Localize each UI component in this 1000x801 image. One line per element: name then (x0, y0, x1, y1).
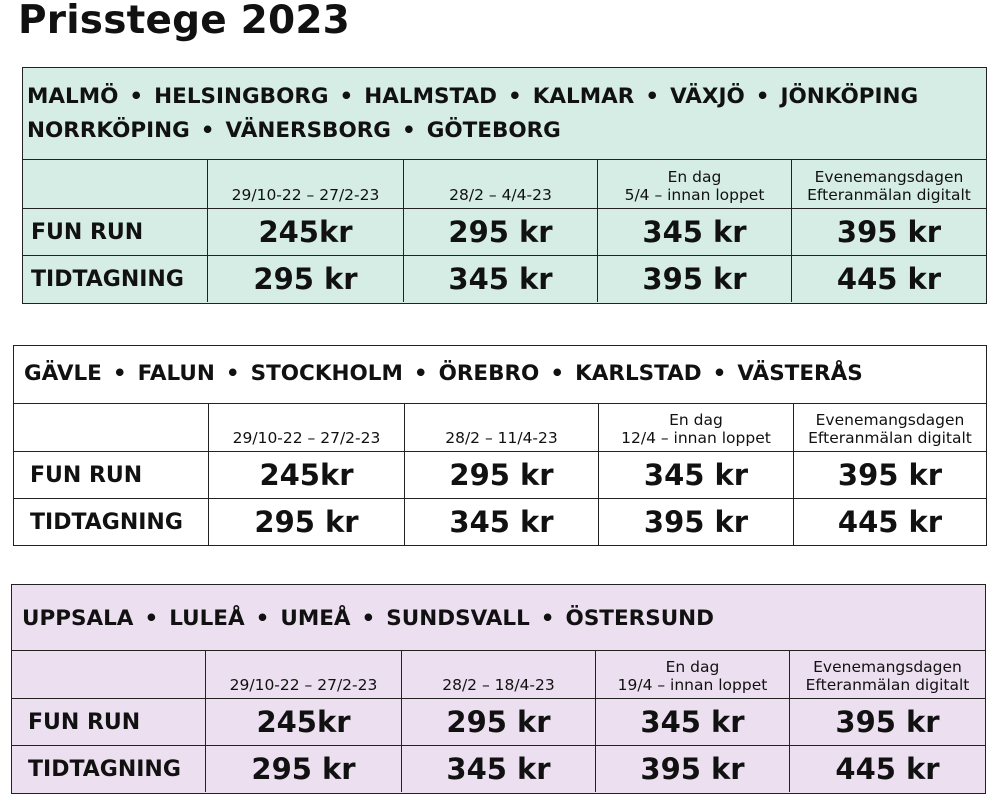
header-period-4 (789, 651, 985, 698)
header-line2: 12/4 – innan loppet (621, 429, 771, 447)
price-cell: 295 kr (401, 699, 595, 745)
city-line (24, 357, 982, 391)
price-row-fun-run (23, 208, 986, 255)
header-line2: 28/2 – 18/4-23 (442, 676, 555, 694)
city-list (23, 68, 986, 160)
price-cell: 395 kr (789, 699, 985, 745)
bullet-separator: • (200, 118, 215, 143)
header-period-3 (597, 160, 791, 208)
header-row (14, 404, 986, 451)
header-row (23, 160, 986, 208)
price-table-north (11, 584, 986, 794)
city: GÄVLE (24, 361, 102, 386)
price-table-central (13, 345, 987, 546)
price-cell: 345 kr (401, 746, 595, 792)
header-period-1 (205, 651, 401, 698)
bullet-separator: • (413, 361, 428, 386)
header-period-1 (208, 404, 404, 451)
bullet-separator: • (540, 606, 555, 631)
city: NORRKÖPING (27, 118, 190, 143)
header-line2: 28/2 – 11/4-23 (445, 429, 558, 447)
header-row (12, 651, 985, 698)
row-label: TIDTAGNING (30, 509, 183, 535)
header-line2: 29/10-22 – 27/2-23 (231, 186, 380, 204)
city: SUNDSVALL (386, 606, 530, 631)
city: VÄXJÖ (670, 84, 745, 109)
city: KALMAR (532, 84, 635, 109)
header-period-1 (207, 160, 403, 208)
header-period-2 (403, 160, 597, 208)
header-line1: Evenemangsdagen (813, 658, 962, 676)
bullet-separator: • (255, 606, 270, 631)
bullet-separator: • (508, 84, 522, 109)
price-row-tidtagning (23, 255, 986, 302)
price-cell: 345 kr (403, 256, 597, 302)
city: ÖSTERSUND (565, 606, 714, 631)
header-empty-cell (14, 404, 208, 451)
header-line2: 29/10-22 – 27/2-23 (229, 676, 378, 694)
price-cell: 345 kr (597, 209, 791, 255)
row-label: FUN RUN (31, 219, 144, 245)
page-title: Prisstege 2023 (18, 0, 350, 43)
header-line1: En dag (665, 658, 720, 676)
header-line2: Efteranmälan digitalt (805, 676, 970, 694)
price-cell: 295 kr (207, 256, 403, 302)
price-row-fun-run (12, 698, 985, 745)
city: KARLSTAD (575, 361, 702, 386)
city: JÖNKÖPING (780, 84, 919, 109)
city-list (14, 346, 986, 404)
row-label: TIDTAGNING (31, 266, 184, 292)
city: UPPSALA (22, 606, 134, 631)
bullet-separator: • (112, 361, 127, 386)
city: GÖTEBORG (426, 118, 561, 143)
header-empty-cell (12, 651, 205, 698)
header-period-4 (791, 160, 986, 208)
bullet-separator: • (645, 84, 660, 109)
price-cell: 295 kr (205, 746, 401, 792)
row-label: FUN RUN (30, 462, 143, 488)
bullet-separator: • (144, 606, 159, 631)
price-cell: 345 kr (595, 699, 789, 745)
header-period-3 (595, 651, 789, 698)
header-line2: Efteranmälan digitalt (808, 429, 972, 447)
city: VÄNERSBORG (225, 118, 391, 143)
bullet-separator: • (361, 606, 376, 631)
bullet-separator: • (755, 84, 770, 109)
price-cell: 445 kr (793, 499, 986, 545)
row-label: TIDTAGNING (28, 756, 181, 782)
header-line1: En dag (667, 168, 722, 186)
price-row-tidtagning (12, 745, 985, 792)
price-row-fun-run (14, 451, 986, 498)
city: STOCKHOLM (250, 361, 403, 386)
city: ÖREBRO (438, 361, 540, 386)
price-cell: 245kr (205, 699, 401, 745)
city-line (22, 602, 981, 636)
bullet-separator: • (129, 84, 144, 109)
header-line2: 5/4 – innan loppet (624, 186, 765, 204)
bullet-separator: • (712, 361, 727, 386)
city: UMEÅ (280, 606, 351, 631)
price-cell: 395 kr (791, 209, 986, 255)
city: FALUN (137, 361, 215, 386)
city: VÄSTERÅS (737, 361, 863, 386)
bullet-separator: • (225, 361, 240, 386)
price-cell: 295 kr (208, 499, 404, 545)
price-cell: 245kr (207, 209, 403, 255)
price-cell: 295 kr (404, 452, 598, 498)
price-cell: 245kr (208, 452, 404, 498)
header-line1: En dag (669, 411, 723, 429)
header-line2: Efteranmälan digitalt (807, 186, 971, 204)
price-table-south-west (22, 67, 987, 304)
header-line2: 29/10-22 – 27/2-23 (232, 429, 381, 447)
header-period-3 (598, 404, 793, 451)
city: HALMSTAD (364, 84, 497, 109)
price-cell: 345 kr (404, 499, 598, 545)
row-label: FUN RUN (28, 709, 141, 735)
city: MALMÖ (27, 84, 119, 109)
city: HELSINGBORG (154, 84, 329, 109)
city-line (27, 80, 982, 114)
price-row-tidtagning (14, 498, 986, 545)
header-line1: Evenemangsdagen (815, 411, 965, 429)
price-cell: 395 kr (598, 499, 793, 545)
city: LULEÅ (169, 606, 245, 631)
city-line (27, 114, 982, 148)
bullet-separator: • (401, 118, 416, 143)
header-empty-cell (23, 160, 207, 208)
price-cell: 395 kr (597, 256, 791, 302)
city-list (12, 585, 985, 651)
header-line2: 19/4 – innan loppet (617, 676, 768, 694)
bullet-separator: • (339, 84, 354, 109)
bullet-separator: • (550, 361, 565, 386)
price-cell: 395 kr (595, 746, 789, 792)
price-cell: 345 kr (598, 452, 793, 498)
header-line1: Evenemangsdagen (814, 168, 964, 186)
header-period-2 (404, 404, 598, 451)
price-cell: 395 kr (793, 452, 986, 498)
price-cell: 295 kr (403, 209, 597, 255)
header-line2: 28/2 – 4/4-23 (449, 186, 552, 204)
price-cell: 445 kr (791, 256, 986, 302)
header-period-2 (401, 651, 595, 698)
price-cell: 445 kr (789, 746, 985, 792)
header-period-4 (793, 404, 986, 451)
